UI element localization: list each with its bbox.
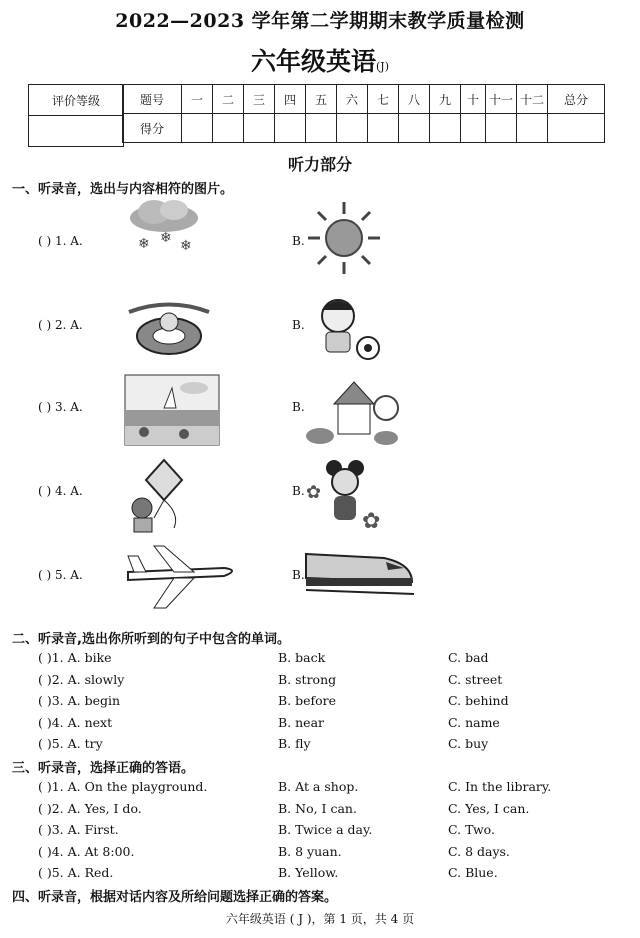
score-cell[interactable] bbox=[182, 114, 213, 143]
exam-subtitle: 六年级英语(J) bbox=[250, 47, 389, 76]
part3-option-c-5[interactable]: C. Blue. bbox=[448, 865, 498, 880]
part1-title: 一、听录音，选出与内容相符的图片。 bbox=[12, 182, 234, 197]
part3-option-c-3[interactable]: C. Two. bbox=[448, 822, 495, 837]
score-cell[interactable] bbox=[548, 114, 605, 143]
score-col-header: 九 bbox=[430, 85, 461, 114]
part3-question-5[interactable]: ( )5. A. Red. bbox=[38, 865, 114, 880]
svg-text:✿: ✿ bbox=[306, 482, 322, 503]
part2-option-b-4[interactable]: B. near bbox=[278, 714, 325, 730]
score-col-header: 十一 bbox=[486, 85, 517, 114]
part3-question-1[interactable]: ( )1. A. On the playground. bbox=[38, 779, 208, 794]
listening-heading: 听力部分 bbox=[287, 155, 352, 174]
score-col-header: 二 bbox=[213, 85, 244, 114]
score-cell[interactable] bbox=[306, 114, 337, 143]
part3-option-b-5[interactable]: B. Yellow. bbox=[278, 865, 339, 880]
part3-option-b-2[interactable]: B. No, I can. bbox=[278, 800, 357, 816]
score-col-header: 四 bbox=[275, 85, 306, 114]
score-cell[interactable] bbox=[486, 114, 517, 143]
part2-option-c-3[interactable]: C. behind bbox=[448, 693, 509, 708]
part1-question-4[interactable]: ( ) 4. A. bbox=[38, 484, 83, 498]
exam-title: 2022—2023 学年第二学期期末教学质量检测 bbox=[115, 10, 525, 32]
part1-question-5[interactable]: ( ) 5. A. bbox=[38, 568, 83, 582]
part3-option-c-2[interactable]: C. Yes, I can. bbox=[448, 800, 530, 816]
score-cell[interactable] bbox=[275, 114, 306, 143]
part1-option-b-1[interactable]: B. bbox=[292, 234, 305, 248]
part1-option-b-5[interactable]: B. bbox=[292, 568, 305, 582]
score-cell[interactable] bbox=[430, 114, 461, 143]
score-col-header: 六 bbox=[337, 85, 368, 114]
swimming-ring-icon bbox=[124, 292, 214, 366]
part2-question-5[interactable]: ( )5. A. try bbox=[38, 736, 103, 751]
svg-text:✿: ✿ bbox=[362, 509, 381, 534]
score-col-header: 五 bbox=[306, 85, 337, 114]
part3-option-c-4[interactable]: C. 8 days. bbox=[448, 843, 510, 859]
score-cell[interactable] bbox=[461, 114, 486, 143]
part1-option-b-2[interactable]: B. bbox=[292, 318, 305, 332]
score-cell[interactable] bbox=[368, 114, 399, 143]
part3-question-3[interactable]: ( )3. A. First. bbox=[38, 822, 119, 837]
part1-question-3[interactable]: ( ) 3. A. bbox=[38, 400, 83, 414]
sun-icon bbox=[304, 198, 384, 282]
football-boy-icon bbox=[304, 292, 384, 371]
page-footer: 六年级英语 ( J )，第 1 页，共 4 页 bbox=[225, 912, 415, 926]
score-cell[interactable] bbox=[337, 114, 368, 143]
kite-icon bbox=[124, 458, 194, 540]
part1-question-2[interactable]: ( ) 2. A. bbox=[38, 318, 83, 332]
part3-option-b-4[interactable]: B. 8 yuan. bbox=[278, 843, 342, 859]
score-cell[interactable] bbox=[517, 114, 548, 143]
part2-option-b-2[interactable]: B. strong bbox=[278, 671, 337, 687]
score-col-header: 三 bbox=[244, 85, 275, 114]
part4-title: 四、听录音，根据对话内容及所给问题选择正确的答案。 bbox=[12, 890, 338, 905]
part1-option-b-3[interactable]: B. bbox=[292, 400, 305, 414]
part2-option-c-1[interactable]: C. bad bbox=[448, 650, 489, 665]
part2-question-1[interactable]: ( )1. A. bike bbox=[38, 650, 112, 665]
part1-question-1[interactable]: ( ) 1. A. bbox=[38, 234, 83, 248]
svg-text:❄: ❄ bbox=[180, 238, 192, 254]
score-col-header: 七 bbox=[368, 85, 399, 114]
part2-question-4[interactable]: ( )4. A. next bbox=[38, 714, 113, 730]
part3-option-c-1[interactable]: C. In the library. bbox=[448, 779, 552, 794]
part2-option-c-4[interactable]: C. name bbox=[448, 714, 500, 730]
svg-text:❄: ❄ bbox=[138, 236, 150, 252]
score-table bbox=[122, 84, 605, 143]
score-col-header: 总分 bbox=[548, 85, 605, 114]
score-cell[interactable] bbox=[244, 114, 275, 143]
score-cell[interactable] bbox=[213, 114, 244, 143]
grade-table bbox=[28, 84, 124, 147]
part2-option-b-5[interactable]: B. fly bbox=[278, 736, 311, 751]
plane-icon bbox=[124, 542, 242, 616]
score-col-header: 十 bbox=[461, 85, 486, 114]
part2-option-b-3[interactable]: B. before bbox=[278, 693, 337, 708]
snow-cloud-icon bbox=[124, 198, 204, 266]
mickey-flowers-icon bbox=[304, 458, 390, 542]
grade-label: 评价等级 bbox=[29, 85, 124, 116]
part2-question-3[interactable]: ( )3. A. begin bbox=[38, 693, 121, 708]
part3-question-2[interactable]: ( )2. A. Yes, I do. bbox=[38, 800, 142, 816]
part3-question-4[interactable]: ( )4. A. At 8:00. bbox=[38, 843, 135, 859]
part2-question-2[interactable]: ( )2. A. slowly bbox=[38, 671, 125, 687]
train-icon bbox=[304, 542, 416, 602]
score-col-header: 一 bbox=[182, 85, 213, 114]
svg-text:❄: ❄ bbox=[160, 230, 172, 246]
score-col-header: 八 bbox=[399, 85, 430, 114]
part2-option-b-1[interactable]: B. back bbox=[278, 650, 326, 665]
grade-cell[interactable] bbox=[29, 116, 124, 147]
part1-option-b-4[interactable]: B. bbox=[292, 484, 305, 498]
score-cell[interactable] bbox=[399, 114, 430, 143]
part3-option-b-1[interactable]: B. At a shop. bbox=[278, 779, 359, 794]
amusement-park-icon bbox=[304, 374, 400, 452]
beach-icon bbox=[124, 374, 220, 450]
score-row1-label: 题号 bbox=[123, 85, 182, 114]
score-row2-label: 得分 bbox=[123, 114, 182, 143]
part3-title: 三、听录音，选择正确的答语。 bbox=[12, 761, 195, 776]
part3-option-b-3[interactable]: B. Twice a day. bbox=[278, 822, 373, 837]
part2-title: 二、听录音,选出你所听到的句子中包含的单词。 bbox=[12, 632, 290, 647]
part2-option-c-5[interactable]: C. buy bbox=[448, 736, 489, 751]
score-col-header: 十二 bbox=[517, 85, 548, 114]
part2-option-c-2[interactable]: C. street bbox=[448, 671, 503, 687]
